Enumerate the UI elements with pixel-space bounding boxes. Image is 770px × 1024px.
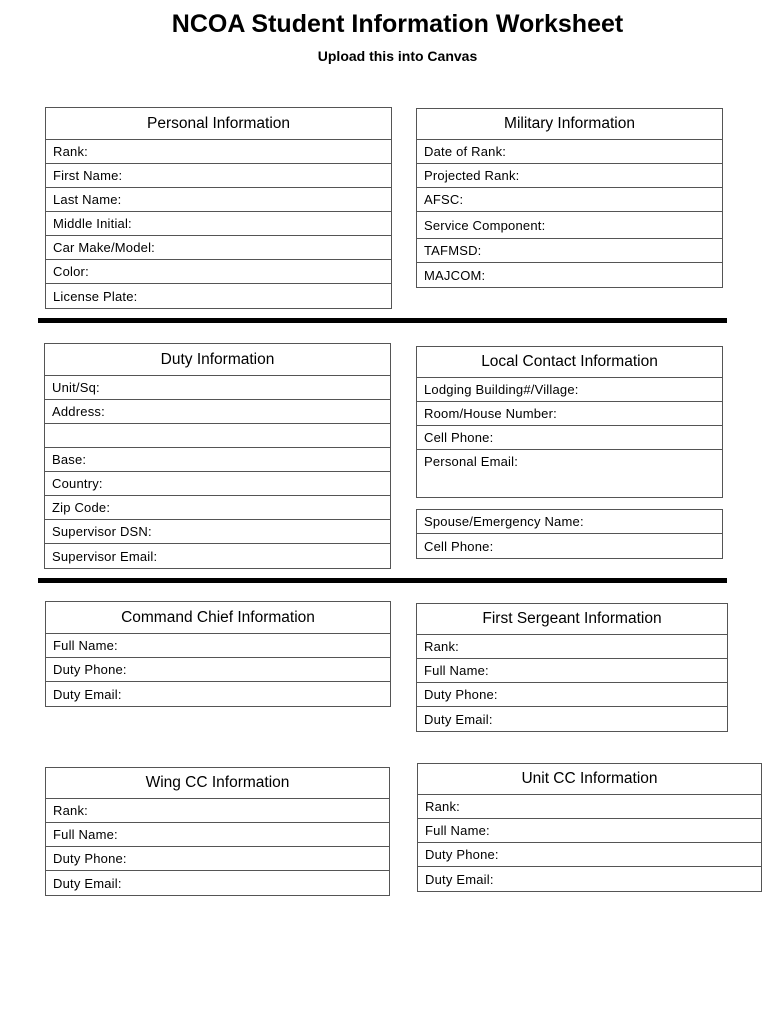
field-duty-phone[interactable]: Duty Phone:	[417, 683, 727, 707]
page-subtitle: Upload this into Canvas	[317, 48, 478, 64]
field-license-plate[interactable]: License Plate:	[53, 288, 138, 304]
spouse-emergency-section	[416, 509, 723, 559]
field-full-name[interactable]: Full Name:	[46, 823, 389, 847]
field-address-line-2[interactable]	[45, 424, 390, 448]
field-duty-email[interactable]: Duty Email:	[53, 875, 122, 891]
page-title: NCOA Student Information Worksheet	[171, 10, 624, 38]
field-last-name[interactable]: Last Name:	[46, 188, 391, 212]
field-date-of-rank[interactable]: Date of Rank:	[417, 140, 722, 164]
field-color[interactable]: Color:	[46, 260, 391, 284]
section-divider	[38, 318, 727, 323]
command-chief-section	[45, 601, 391, 707]
field-lodging-building[interactable]: Lodging Building#/Village:	[417, 378, 722, 402]
field-unit-sq[interactable]: Unit/Sq:	[45, 376, 390, 400]
military-information-section	[416, 108, 723, 288]
field-personal-email[interactable]: Personal Email:	[424, 454, 519, 469]
field-duty-phone[interactable]: Duty Phone:	[46, 847, 389, 871]
field-majcom[interactable]: MAJCOM:	[424, 267, 486, 283]
field-rank[interactable]: Rank:	[46, 140, 391, 164]
section-heading: Command Chief Information	[46, 602, 390, 634]
unit-cc-section	[417, 763, 762, 892]
first-sergeant-section	[416, 603, 728, 732]
field-address[interactable]: Address:	[45, 400, 390, 424]
field-projected-rank[interactable]: Projected Rank:	[417, 164, 722, 188]
field-supervisor-dsn[interactable]: Supervisor DSN:	[45, 520, 390, 544]
field-full-name[interactable]: Full Name:	[46, 634, 390, 658]
personal-information-section	[45, 107, 392, 309]
field-spouse-emergency-name[interactable]: Spouse/Emergency Name:	[417, 510, 722, 534]
section-heading: Local Contact Information	[417, 347, 722, 378]
wing-cc-section	[45, 767, 390, 896]
field-rank[interactable]: Rank:	[417, 635, 727, 659]
field-service-component[interactable]: Service Component:	[417, 212, 722, 239]
section-heading: Personal Information	[46, 108, 391, 140]
section-heading: Military Information	[417, 109, 722, 140]
section-heading: Unit CC Information	[418, 764, 761, 795]
field-duty-phone[interactable]: Duty Phone:	[46, 658, 390, 682]
section-divider	[38, 578, 727, 583]
field-afsc[interactable]: AFSC:	[417, 188, 722, 212]
field-duty-phone[interactable]: Duty Phone:	[418, 843, 761, 867]
field-car-make-model[interactable]: Car Make/Model:	[46, 236, 391, 260]
field-duty-email[interactable]: Duty Email:	[424, 711, 493, 727]
field-base[interactable]: Base:	[45, 448, 390, 472]
field-middle-initial[interactable]: Middle Initial:	[46, 212, 391, 236]
field-cell-phone[interactable]: Cell Phone:	[417, 426, 722, 450]
field-supervisor-email[interactable]: Supervisor Email:	[52, 548, 158, 564]
field-country[interactable]: Country:	[45, 472, 390, 496]
field-rank[interactable]: Rank:	[46, 799, 389, 823]
section-heading: Wing CC Information	[46, 768, 389, 799]
field-duty-email[interactable]: Duty Email:	[53, 686, 122, 702]
section-heading: First Sergeant Information	[417, 604, 727, 635]
field-duty-email[interactable]: Duty Email:	[425, 871, 494, 887]
field-full-name[interactable]: Full Name:	[418, 819, 761, 843]
field-spouse-cell-phone[interactable]: Cell Phone:	[424, 538, 494, 554]
field-first-name[interactable]: First Name:	[46, 164, 391, 188]
field-room-house-number[interactable]: Room/House Number:	[417, 402, 722, 426]
section-heading: Duty Information	[45, 344, 390, 376]
field-full-name[interactable]: Full Name:	[417, 659, 727, 683]
field-zip-code[interactable]: Zip Code:	[45, 496, 390, 520]
duty-information-section	[44, 343, 391, 569]
field-rank[interactable]: Rank:	[418, 795, 761, 819]
field-tafmsd[interactable]: TAFMSD:	[417, 239, 722, 263]
local-contact-section	[416, 346, 723, 498]
